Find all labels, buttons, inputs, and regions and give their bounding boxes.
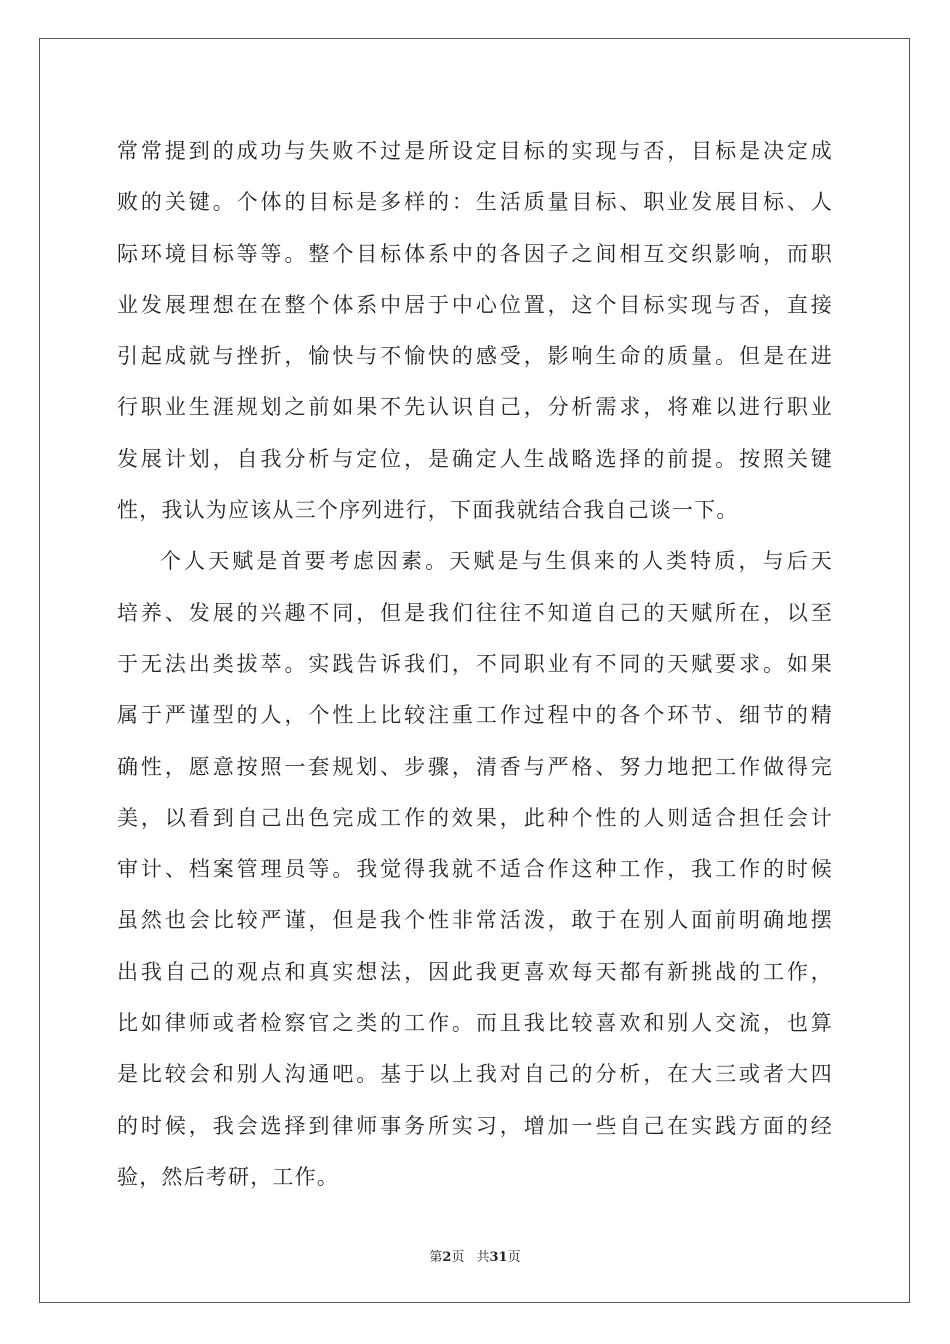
text-line: 验，然后考研，工作。	[117, 1164, 339, 1189]
footer-total-prefix: 共	[476, 1250, 490, 1265]
text-line: 是比较会和别人沟通吧。基于以上我对自己的分析，在大三或者大四	[117, 1062, 833, 1087]
footer-page-prefix: 第	[429, 1250, 443, 1265]
text-line: 培养、发展的兴趣不同，但是我们往往不知道自己的天赋所在，以至	[117, 600, 833, 625]
text-line: 个人天赋是首要考虑因素。天赋是与生俱来的人类特质，与后天	[160, 549, 833, 574]
text-line: 的时候，我会选择到律师事务所实习，增加一些自己在实践方面的经	[117, 1113, 833, 1138]
text-line: 际环境目标等等。整个目标体系中的各因子之间相互交织影响，而职	[117, 241, 833, 266]
text-line: 常常提到的成功与失败不过是所设定目标的实现与否，目标是决定成	[117, 139, 833, 163]
footer-total-suffix: 页	[507, 1250, 521, 1265]
text-line: 确性，愿意按照一套规划、步骤，清香与严格、努力地把工作做得完	[117, 754, 833, 779]
text-line: 败的关键。个体的目标是多样的：生活质量目标、职业发展目标、人	[117, 190, 833, 215]
text-line: 业发展理想在在整个体系中居于中心位置，这个目标实现与否，直接	[117, 292, 833, 317]
text-line: 于无法出类拔萃。实践告诉我们，不同职业有不同的天赋要求。如果	[117, 651, 833, 676]
text-line: 审计、档案管理员等。我觉得我就不适合作这种工作，我工作的时候	[117, 857, 833, 882]
footer-total-number: 31	[489, 1250, 508, 1265]
text-line: 美，以看到自己出色完成工作的效果，此种个性的人则适合担任会计	[117, 805, 833, 830]
text-line: 性，我认为应该从三个序列进行，下面我就结合我自己谈一下。	[117, 498, 739, 523]
document-body	[117, 126, 833, 1203]
text-line: 比如律师或者检察官之类的工作。而且我比较喜欢和别人交流，也算	[117, 1011, 833, 1036]
text-line: 属于严谨型的人，个性上比较注重工作过程中的各个环节、细节的精	[117, 703, 833, 728]
text-line: 发展计划，自我分析与定位，是确定人生战略选择的前提。按照关键	[117, 446, 833, 471]
text-line: 引起成就与挫折，愉快与不愉快的感受，影响生命的质量。但是在进	[117, 344, 833, 369]
text-line: 行职业生涯规划之前如果不先认识自己，分析需求，将难以进行职业	[117, 395, 833, 420]
footer-page-number: 2	[442, 1250, 452, 1265]
text-line: 虽然也会比较严谨，但是我个性非常活泼，敢于在别人面前明确地摆	[117, 908, 833, 933]
text-line: 出我自己的观点和真实想法，因此我更喜欢每天都有新挑战的工作，	[117, 959, 833, 984]
footer-page-suffix: 页	[451, 1250, 465, 1265]
page-footer	[0, 1246, 950, 1265]
